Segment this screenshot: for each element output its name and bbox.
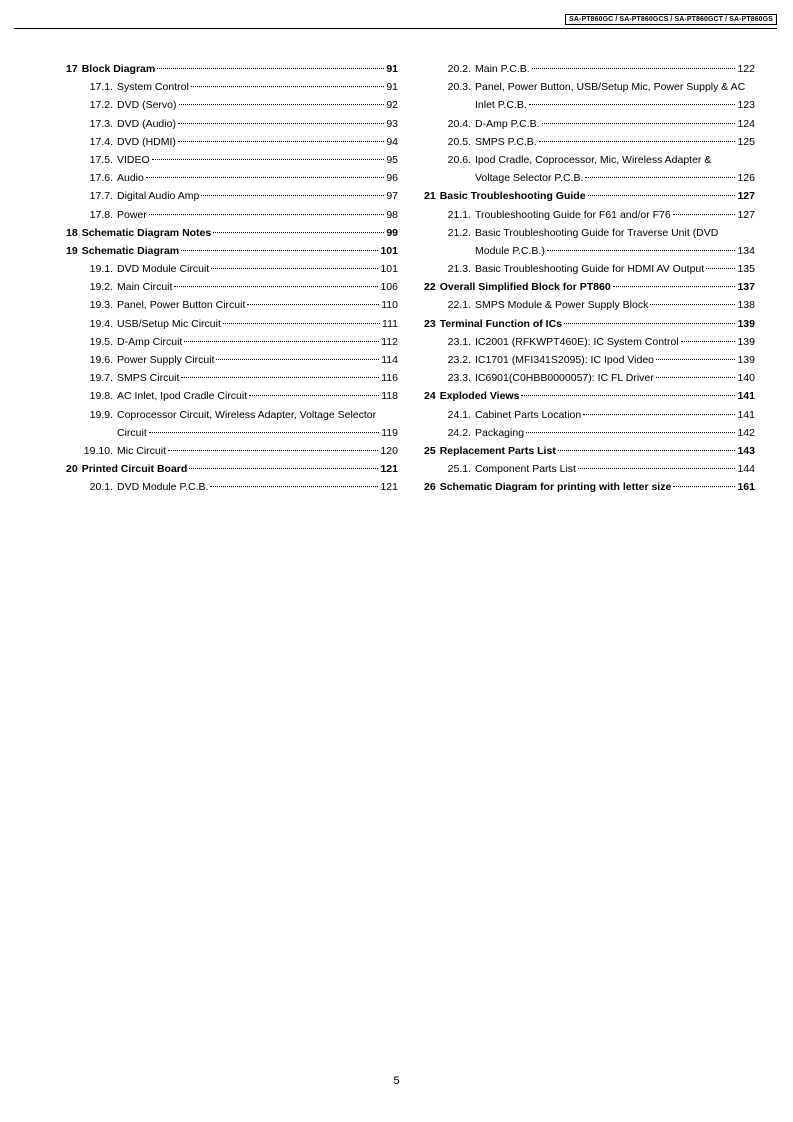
entry-page: 94 xyxy=(386,135,398,148)
entry-title: Power Supply Circuit xyxy=(117,354,215,366)
toc-section-entry[interactable] xyxy=(66,296,398,314)
entry-number: 17.7. xyxy=(89,190,113,203)
entry-number: 21 xyxy=(424,190,436,203)
toc-chapter-entry[interactable] xyxy=(424,387,755,405)
toc-chapter-entry[interactable] xyxy=(66,242,398,260)
dot-leader xyxy=(578,468,736,469)
toc-chapter-entry[interactable] xyxy=(424,478,755,496)
entry-title: Main Circuit xyxy=(117,281,173,294)
entry-title-continued: Inlet P.C.B. xyxy=(475,99,527,112)
entry-page: 101 xyxy=(380,244,398,257)
toc-section-entry[interactable] xyxy=(66,315,398,333)
toc-entry-continuation[interactable] xyxy=(66,424,398,442)
entry-title: D-Amp P.C.B. xyxy=(475,117,540,130)
toc-entry-continuation[interactable] xyxy=(424,242,755,260)
toc-chapter-entry[interactable] xyxy=(424,187,755,205)
dot-leader xyxy=(673,486,735,487)
entry-number: 26 xyxy=(424,481,436,494)
entry-number: 23.2. xyxy=(447,354,471,366)
entry-number: 25.1. xyxy=(447,463,471,476)
entry-title: DVD (HDMI) xyxy=(117,135,176,148)
entry-title: Terminal Function of ICs xyxy=(439,317,562,330)
entry-number: 17.1. xyxy=(89,81,113,94)
entry-title: Component Parts List xyxy=(475,463,576,476)
entry-title: DVD Module P.C.B. xyxy=(117,481,209,494)
dot-leader xyxy=(149,432,379,433)
toc-section-entry[interactable] xyxy=(66,206,398,224)
toc-section-entry[interactable] xyxy=(424,260,755,278)
dot-leader xyxy=(223,323,380,324)
dot-leader xyxy=(673,214,736,215)
entry-number: 23.1. xyxy=(447,335,471,348)
entry-title-continued: Voltage Selector P.C.B. xyxy=(475,172,584,185)
dot-leader xyxy=(613,286,736,287)
entry-title: Panel, Power Button, USB/Setup Mic, Power Supply & AC xyxy=(475,81,746,94)
entry-page: 161 xyxy=(737,481,755,494)
entry-title: Audio xyxy=(117,172,144,185)
entry-number: 19.2. xyxy=(89,281,113,294)
toc-section-entry[interactable] xyxy=(66,96,398,114)
dot-leader xyxy=(249,395,379,396)
toc-chapter-entry[interactable] xyxy=(424,442,755,460)
entry-page: 106 xyxy=(380,281,398,294)
dot-leader xyxy=(588,195,736,196)
entry-number: 19.9. xyxy=(89,408,113,421)
entry-page: 139 xyxy=(737,354,755,366)
entry-number: 17.6. xyxy=(89,172,113,185)
entry-number: 19.10. xyxy=(83,444,113,457)
entry-title: Cabinet Parts Location xyxy=(475,408,582,421)
entry-page: 121 xyxy=(380,463,398,476)
dot-leader xyxy=(656,377,736,378)
entry-title: IC6901(C0HBB0000057): IC FL Driver xyxy=(475,372,654,385)
entry-number: 24.2. xyxy=(447,426,471,439)
entry-page: 91 xyxy=(386,63,398,75)
entry-title: Schematic Diagram Notes xyxy=(81,226,212,239)
toc-section-entry[interactable] xyxy=(424,351,755,369)
dot-leader xyxy=(149,214,385,215)
dot-leader xyxy=(532,68,736,69)
entry-number: 20.2. xyxy=(447,63,471,75)
entry-page: 92 xyxy=(386,99,398,112)
dot-leader xyxy=(526,432,735,433)
entry-page: 139 xyxy=(737,335,755,348)
entry-title: DVD (Servo) xyxy=(117,99,177,112)
toc-section-entry[interactable] xyxy=(424,406,755,424)
entry-number: 19 xyxy=(66,244,78,257)
entry-page: 98 xyxy=(386,208,398,221)
entry-number: 17.3. xyxy=(89,117,113,130)
entry-title: Ipod Cradle, Coprocessor, Mic, Wireless Adapter & xyxy=(475,153,712,166)
entry-number: 23.3. xyxy=(447,372,471,385)
toc-left-column xyxy=(66,60,398,497)
entry-page: 93 xyxy=(386,117,398,130)
entry-page: 141 xyxy=(737,408,755,421)
dot-leader xyxy=(201,195,384,196)
toc-section-entry[interactable] xyxy=(66,151,398,169)
dot-leader xyxy=(539,141,736,142)
toc-section-entry[interactable] xyxy=(66,387,398,405)
dot-leader xyxy=(157,68,384,69)
dot-leader xyxy=(184,341,379,342)
dot-leader xyxy=(210,486,378,487)
toc-entry-continuation[interactable] xyxy=(424,169,755,187)
entry-number: 20.3. xyxy=(447,81,471,94)
entry-page: 110 xyxy=(381,299,398,312)
dot-leader xyxy=(547,250,736,251)
dot-leader xyxy=(178,123,384,124)
entry-page: 121 xyxy=(380,481,398,494)
entry-title: Block Diagram xyxy=(81,63,156,75)
entry-page: 101 xyxy=(380,263,398,276)
dot-leader xyxy=(189,468,378,469)
entry-page: 142 xyxy=(737,426,755,439)
entry-title: Printed Circuit Board xyxy=(81,463,188,476)
toc-chapter-entry[interactable] xyxy=(66,224,398,242)
header-rule xyxy=(14,28,777,29)
toc-section-entry[interactable] xyxy=(66,169,398,187)
entry-page: 139 xyxy=(737,317,755,330)
entry-title: Replacement Parts List xyxy=(439,444,556,457)
entry-title: Overall Simplified Block for PT860 xyxy=(439,281,611,294)
entry-page: 125 xyxy=(737,135,755,148)
entry-title: Packaging xyxy=(475,426,525,439)
entry-page: 91 xyxy=(386,81,398,94)
toc-section-entry[interactable] xyxy=(66,133,398,151)
dot-leader xyxy=(706,268,735,269)
dot-leader xyxy=(174,286,378,287)
dot-leader xyxy=(181,377,379,378)
dot-leader xyxy=(656,359,735,360)
dot-leader xyxy=(542,123,736,124)
entry-page: 137 xyxy=(737,281,755,294)
dot-leader xyxy=(181,250,378,251)
toc-section-entry[interactable] xyxy=(424,115,755,133)
entry-title: Basic Troubleshooting Guide for Traverse Unit (DVD xyxy=(475,226,719,239)
toc-section-entry[interactable] xyxy=(424,60,755,78)
entry-number: 19.4. xyxy=(89,317,113,330)
entry-page: 97 xyxy=(386,190,398,203)
entry-number: 19.3. xyxy=(89,299,113,312)
entry-title: Mic Circuit xyxy=(117,444,166,457)
toc-section-entry[interactable] xyxy=(424,133,755,151)
toc-section-entry[interactable] xyxy=(424,296,755,314)
dot-leader xyxy=(211,268,378,269)
entry-title: SMPS P.C.B. xyxy=(475,135,537,148)
entry-title: D-Amp Circuit xyxy=(117,335,183,348)
toc-section-entry[interactable] xyxy=(424,460,755,478)
entry-number: 23 xyxy=(424,317,436,330)
entry-title: Digital Audio Amp xyxy=(117,190,200,203)
entry-title: Main P.C.B. xyxy=(475,63,530,75)
toc-chapter-entry[interactable] xyxy=(66,60,398,78)
entry-title-continued: Circuit xyxy=(117,426,147,439)
dot-leader xyxy=(178,141,384,142)
dot-leader xyxy=(583,414,735,415)
dot-leader xyxy=(216,359,379,360)
entry-title: SMPS Module & Power Supply Block xyxy=(475,299,649,312)
toc-section-entry[interactable] xyxy=(66,442,398,460)
entry-number: 17.4. xyxy=(89,135,113,148)
entry-number: 19.8. xyxy=(89,390,113,403)
toc-section-entry[interactable] xyxy=(424,78,755,96)
entry-title: Panel, Power Button Circuit xyxy=(117,299,246,312)
entry-title: System Control xyxy=(117,81,189,94)
toc-section-entry[interactable] xyxy=(424,206,755,224)
entry-page: 141 xyxy=(737,390,755,403)
entry-number: 21.1. xyxy=(447,208,471,221)
entry-number: 17.2. xyxy=(89,99,113,112)
entry-title: Power xyxy=(117,208,147,221)
dot-leader xyxy=(247,304,379,305)
entry-number: 19.1. xyxy=(89,263,113,276)
entry-number: 17 xyxy=(66,63,78,75)
entry-number: 19.5. xyxy=(89,335,113,348)
toc-section-entry[interactable] xyxy=(66,187,398,205)
toc-chapter-entry[interactable] xyxy=(424,315,755,333)
entry-number: 18 xyxy=(66,226,78,239)
entry-title: IC1701 (MFI341S2095): IC Ipod Video xyxy=(475,354,654,366)
entry-page: 127 xyxy=(737,190,755,203)
entry-title: Coprocessor Circuit, Wireless Adapter, Voltage Selector xyxy=(117,408,377,421)
toc-section-entry[interactable] xyxy=(424,151,755,169)
entry-page: 122 xyxy=(737,63,755,75)
toc-right-column xyxy=(424,60,755,497)
entry-title: VIDEO xyxy=(117,153,150,166)
entry-number: 17.8. xyxy=(89,208,113,221)
entry-page: 144 xyxy=(737,463,755,476)
entry-page: 134 xyxy=(737,244,755,257)
entry-number: 22.1. xyxy=(447,299,471,312)
dot-leader xyxy=(213,232,384,233)
entry-number: 25 xyxy=(424,444,436,457)
model-header: SA-PT860GC / SA-PT860GCS / SA-PT860GCT / SA-PT860GS xyxy=(565,14,777,25)
entry-title: DVD (Audio) xyxy=(117,117,176,130)
toc-section-entry[interactable] xyxy=(66,478,398,496)
entry-title: Basic Troubleshooting Guide for HDMI AV Output xyxy=(475,263,705,276)
dot-leader xyxy=(681,341,736,342)
entry-number: 21.3. xyxy=(447,263,471,276)
entry-number: 20 xyxy=(66,463,78,476)
entry-page: 123 xyxy=(737,99,755,112)
entry-page: 126 xyxy=(737,172,755,185)
dot-leader xyxy=(585,177,735,178)
toc-section-entry[interactable] xyxy=(66,278,398,296)
dot-leader xyxy=(650,304,735,305)
dot-leader xyxy=(529,104,736,105)
toc-section-entry[interactable] xyxy=(424,224,755,242)
entry-number: 24.1. xyxy=(447,408,471,421)
dot-leader xyxy=(146,177,384,178)
entry-page: 112 xyxy=(381,335,398,348)
entry-number: 22 xyxy=(424,281,436,294)
toc-section-entry[interactable] xyxy=(66,369,398,387)
entry-number: 20.4. xyxy=(447,117,471,130)
toc-section-entry[interactable] xyxy=(424,369,755,387)
entry-number: 24 xyxy=(424,390,436,403)
toc-section-entry[interactable] xyxy=(424,424,755,442)
entry-page: 135 xyxy=(737,263,755,276)
entry-number: 19.7. xyxy=(89,372,113,385)
toc-entry-continuation[interactable] xyxy=(424,96,755,114)
entry-title: Schematic Diagram for printing with letter size xyxy=(439,481,672,494)
entry-number: 20.1. xyxy=(89,481,113,494)
entry-page: 95 xyxy=(386,153,398,166)
toc-section-entry[interactable] xyxy=(66,115,398,133)
entry-title: Troubleshooting Guide for F61 and/or F76 xyxy=(475,208,671,221)
entry-title: SMPS Circuit xyxy=(117,372,180,385)
entry-title-continued: Module P.C.B.) xyxy=(475,244,545,257)
toc-section-entry[interactable] xyxy=(424,333,755,351)
toc-chapter-entry[interactable] xyxy=(66,460,398,478)
entry-title: Basic Troubleshooting Guide xyxy=(439,190,586,203)
entry-page: 99 xyxy=(386,226,398,239)
entry-page: 124 xyxy=(737,117,755,130)
toc-section-entry[interactable] xyxy=(66,351,398,369)
toc-section-entry[interactable] xyxy=(66,78,398,96)
dot-leader xyxy=(179,104,385,105)
dot-leader xyxy=(558,450,736,451)
entry-title: Schematic Diagram xyxy=(81,244,180,257)
entry-title: DVD Module Circuit xyxy=(117,263,210,276)
entry-title: IC2001 (RFKWPT460E): IC System Control xyxy=(475,335,679,348)
toc-section-entry[interactable] xyxy=(66,333,398,351)
entry-page: 116 xyxy=(381,372,398,385)
entry-page: 114 xyxy=(381,354,398,366)
entry-number: 21.2. xyxy=(447,226,471,239)
entry-title: Exploded Views xyxy=(439,390,520,403)
entry-number: 17.5. xyxy=(89,153,113,166)
entry-number: 19.6. xyxy=(89,354,113,366)
entry-page: 118 xyxy=(381,390,398,403)
entry-page: 96 xyxy=(386,172,398,185)
dot-leader xyxy=(564,323,735,324)
entry-page: 111 xyxy=(382,317,398,330)
entry-number: 20.5. xyxy=(447,135,471,148)
entry-number: 20.6. xyxy=(447,153,471,166)
toc-chapter-entry[interactable] xyxy=(424,278,755,296)
entry-title: AC Inlet, Ipod Cradle Circuit xyxy=(117,390,248,403)
dot-leader xyxy=(191,86,385,87)
dot-leader xyxy=(152,159,385,160)
entry-page: 143 xyxy=(737,444,755,457)
toc-section-entry[interactable] xyxy=(66,260,398,278)
toc-section-entry[interactable] xyxy=(66,406,398,424)
dot-leader xyxy=(168,450,378,451)
entry-page: 140 xyxy=(737,372,755,385)
entry-page: 119 xyxy=(381,426,398,439)
entry-page: 138 xyxy=(737,299,755,312)
dot-leader xyxy=(521,395,735,396)
entry-page: 120 xyxy=(380,444,398,457)
entry-title: USB/Setup Mic Circuit xyxy=(117,317,221,330)
entry-page: 127 xyxy=(737,208,755,221)
page-number: 5 xyxy=(393,1075,400,1087)
